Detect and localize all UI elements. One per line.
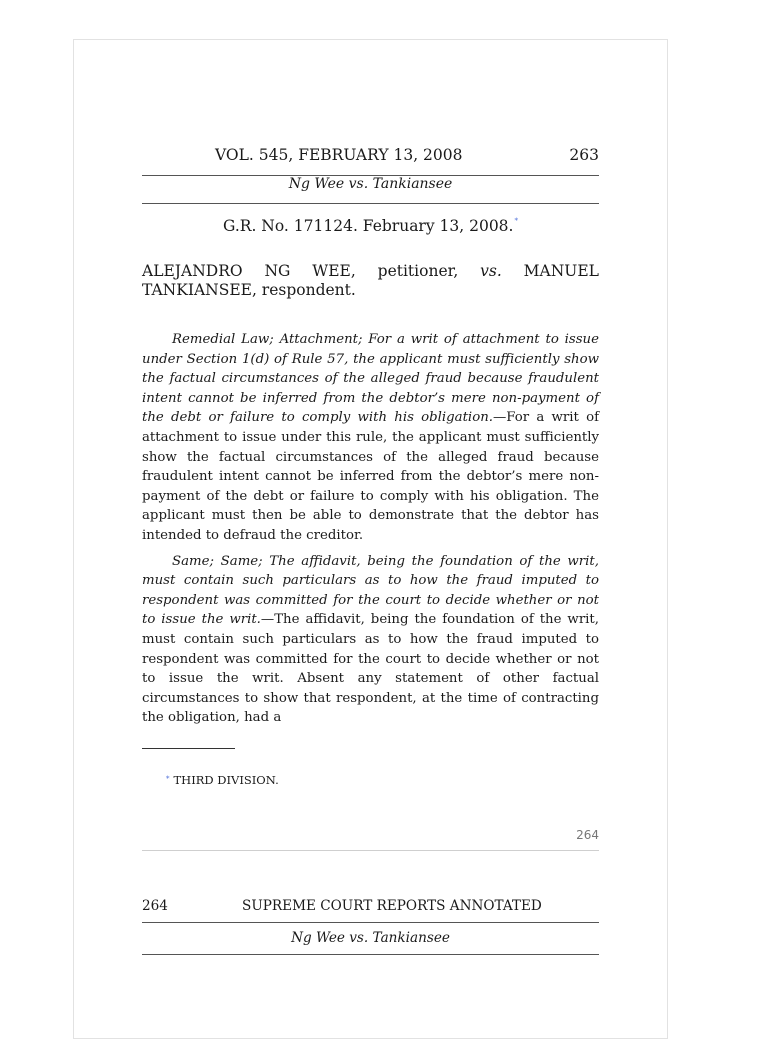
- syllabus-keywords: Remedial Law; Attachment; For a writ of attachment to issue under Section 1(d) of Rule 57, the applicant must sufficiently show the factual circumstances of the alleged fraud because fraudulent intent cannot be inferred from the debtor’s mere non-payment of the debt or failure to comply with his obligation.: [142, 332, 599, 426]
- footnote-ref-link[interactable]: *: [514, 217, 518, 225]
- case-short-title: Ng Wee vs. Tankiansee: [288, 176, 453, 192]
- syllabus-paragraph: [142, 552, 599, 728]
- volume-label: VOL. 545, FEBRUARY 13, 2008: [215, 146, 463, 164]
- header-rule-next-bottom: [142, 954, 599, 955]
- gr-number: [142, 217, 599, 235]
- parties-line-2: TANKIANSEE, respondent.: [142, 281, 356, 299]
- syllabus-text: —For a writ of attachment to issue under this rule, the applicant must sufficiently show the factual circumstances of the alleged fraud because fraudulent intent cannot be inferred from the debtor’s mere non-payment of the debt or failure to comply with his obligation. The applicant must then be able to demonstrate that the debtor has intended to defraud the creditor.: [142, 410, 600, 543]
- reporter-title: SUPREME COURT REPORTS ANNOTATED: [242, 898, 542, 914]
- petitioner-role: petitioner,: [377, 262, 459, 280]
- respondent-name-1: MANUEL: [523, 262, 599, 280]
- running-header: [142, 146, 599, 168]
- parties-line-1: [142, 262, 599, 281]
- syllabus: [142, 330, 599, 734]
- petitioner-name-3: WEE,: [312, 262, 356, 280]
- versus: vs.: [480, 262, 502, 280]
- footnote-rule: [142, 748, 235, 749]
- syllabus-text: —The affidavit, being the foundation of the writ, must contain such particulars as to how the fraud imputed to respondent was committed for the court to decide whether or not to issue the writ. Absent any statement of other factual circumstances to show that respondent, at the time of contracting the obligation, had a: [142, 612, 599, 726]
- syllabus-keywords: Same; Same; The affidavit, being the foundation of the writ, must contain such particulars as to how the fraud imputed to respondent was committed for the court to decide whether or not to issue the writ.: [142, 553, 599, 628]
- page-break-number: 264: [576, 828, 599, 842]
- syllabus-paragraph: [142, 330, 599, 546]
- next-page-number: 264: [142, 898, 168, 914]
- page-break-rule: [142, 850, 599, 851]
- case-short-title-next: Ng Wee vs. Tankiansee: [291, 930, 450, 946]
- running-header-next: [142, 898, 599, 918]
- parties: [142, 262, 599, 300]
- header-rule-bottom: [142, 203, 599, 204]
- petitioner-name-1: ALEJANDRO: [142, 262, 243, 280]
- petitioner-name-2: NG: [264, 262, 291, 280]
- footnote: [166, 773, 279, 787]
- page-number: 263: [569, 146, 599, 164]
- gr-number-text: G.R. No. 171124. February 13, 2008.: [223, 217, 514, 235]
- footnote-marker: *: [166, 775, 170, 783]
- footnote-text: THIRD DIVISION.: [173, 773, 279, 787]
- header-rule-next: [142, 922, 599, 923]
